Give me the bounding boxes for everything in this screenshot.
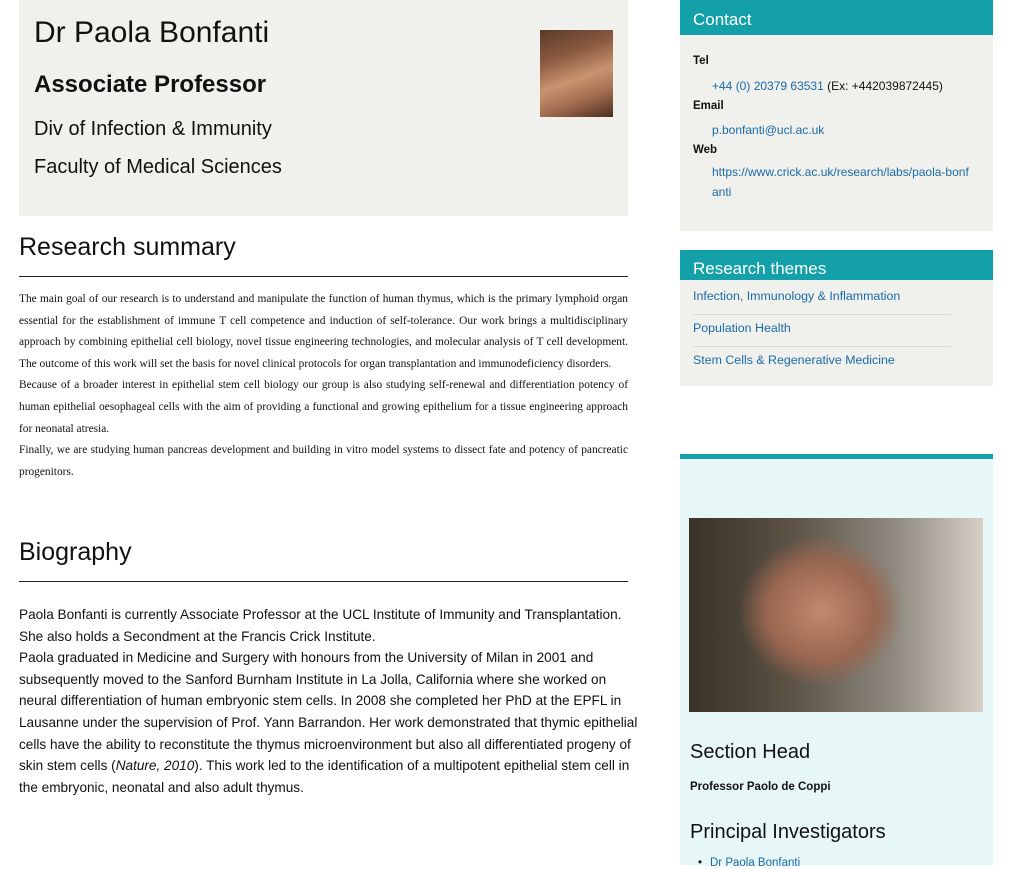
research-themes-box <box>680 250 993 386</box>
tel-label: Tel <box>693 55 709 67</box>
bio-text: ). This work led to the identification of a multipotent epithelial stem cell in the embryonic, neonatal and also adult thymus. <box>19 758 630 795</box>
profile-division: Div of Infection & Immunity <box>34 118 272 140</box>
bio-paragraph: Paola Bonfanti is currently Associate Professor at the UCL Institute of Immunity and Transplantation. She also holds a Secondment at the Francis Crick Institute. <box>19 607 622 644</box>
theme-link[interactable]: Stem Cells & Regenerative Medicine <box>693 353 895 367</box>
section-head-name: Professor Paolo de Coppi <box>690 781 831 793</box>
pi-link[interactable]: • Dr Paola Bonfanti <box>710 857 800 869</box>
theme-item <box>693 347 951 378</box>
biography-title: Biography <box>19 538 132 566</box>
bio-citation: Nature, 2010 <box>115 758 195 774</box>
web-row <box>712 162 972 202</box>
research-summary-body <box>19 289 628 483</box>
theme-link[interactable]: Population Health <box>693 321 791 335</box>
bio-paragraph <box>19 647 639 798</box>
profile-faculty: Faculty of Medical Sciences <box>34 156 282 178</box>
research-summary-title: Research summary <box>19 233 236 261</box>
profile-photo <box>540 30 613 117</box>
themes-title: Research themes <box>680 250 993 280</box>
web-link[interactable]: https://www.crick.ac.uk/research/labs/paola-bonfanti <box>712 165 969 199</box>
theme-item <box>693 283 951 315</box>
summary-paragraph: Because of a broader interest in epithelial stem cell biology our group is also studying self-renewal and differentiation potency of human epithelial oesophageal cells with the aim of providing a functional and growing epithelium for a tissue engineering approach for neonatal atresia. <box>19 379 628 435</box>
themes-list <box>680 280 993 378</box>
profile-header <box>19 0 628 216</box>
theme-link[interactable]: Infection, Immunology & Inflammation <box>693 289 901 303</box>
tel-link[interactable]: +44 (0) 20379 63531 <box>712 79 824 93</box>
tel-row <box>712 76 977 96</box>
web-label: Web <box>693 144 718 156</box>
contact-title: Contact <box>680 0 993 35</box>
theme-item <box>693 315 951 347</box>
divider <box>19 581 628 582</box>
section-people-box <box>680 454 993 869</box>
section-head-title: Section Head <box>690 741 811 763</box>
bio-text: Paola graduated in Medicine and Surgery with honours from the University of Milan in 2001 and subsequently moved to the Sanford Burnham Institute in La Jolla, California where she worked on neural differentiation of human embryonic stem cells. In 2008 she completed her PhD at the EPFL in Lausanne under the supervision of Prof. Yann Barrandon. Her work demonstrated that thymic epithelial cells have the ability to reconstitute the thymus microenvironment but also all differentiated progeny of skin stem cells ( <box>19 650 638 774</box>
biography-body <box>19 604 639 798</box>
email-link[interactable]: p.bonfanti@ucl.ac.uk <box>712 123 825 137</box>
contact-box <box>680 0 993 231</box>
email-label: Email <box>693 100 724 112</box>
email-row <box>712 120 977 140</box>
section-head-photo <box>689 518 983 712</box>
divider <box>19 276 628 277</box>
summary-paragraph: Finally, we are studying human pancreas development and building in vitro model systems to dissect fate and potency of pancreatic progenitors. <box>19 444 628 478</box>
pi-title: Principal Investigators <box>690 821 886 843</box>
profile-name: Dr Paola Bonfanti <box>34 16 270 49</box>
summary-paragraph: The main goal of our research is to understand and manipulate the function of human thymus, which is the primary lymphoid organ essential for the establishment of immune T cell competence and induction of self-tolerance. Our work brings a multidisciplinary approach by combining epithelial cell biology, novel tissue engineering technologies, and molecular analysis of T cell development. The outcome of this work will set the basis for novel clinical protocols for organ transplantation and immunodeficiency disorders. <box>19 293 628 370</box>
tel-extension: (Ex: +442039872445) <box>827 79 943 93</box>
profile-role: Associate Professor <box>34 71 267 98</box>
